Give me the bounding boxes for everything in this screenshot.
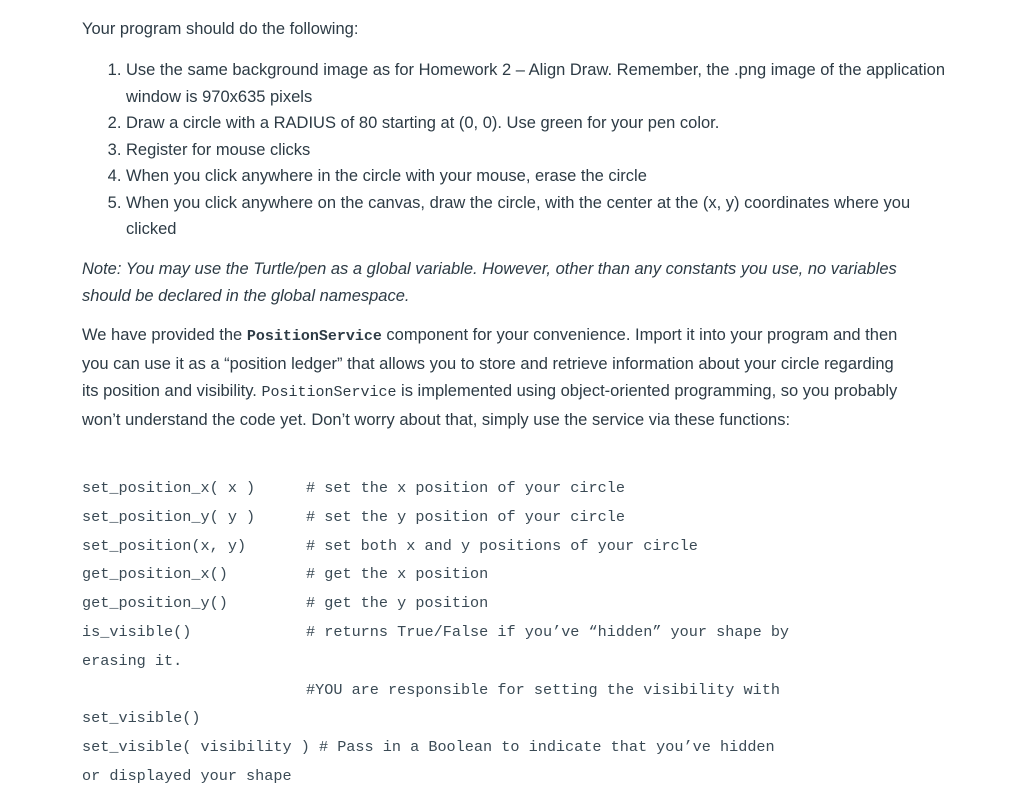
- code-line: [82, 503, 1002, 532]
- code-comment-continuation: erasing it.: [82, 651, 183, 670]
- code-comment: #YOU are responsible for setting the visibility with: [306, 680, 780, 699]
- code-line: [82, 676, 1002, 705]
- code-line: [82, 532, 1002, 561]
- requirement-item: 5. When you click anywhere on the canvas, draw the circle, with the center at the (x, y) coordinates where you clicked: [126, 190, 946, 243]
- code-comment: # get the y position: [306, 594, 489, 613]
- function-signature: is_visible(): [82, 622, 192, 641]
- paragraph-text: We have provided the: [82, 326, 247, 344]
- note-text: Note: You may use the Turtle/pen as a global variable. However, other than any constants you use, no variables should be declared in the global namespace.: [82, 260, 897, 305]
- code-comment: # set both x and y positions of your circle: [306, 536, 698, 555]
- code-line: [82, 647, 1002, 676]
- code-comment: # get the x position: [306, 565, 489, 584]
- code-line: [82, 704, 1002, 733]
- paragraph-text: component for your convenience. Import it into your program and then you can use it as a “position ledger” that allows you to store and retrieve information about your circle regarding its position and visibility.: [82, 326, 898, 400]
- code-line: [82, 762, 1002, 791]
- code-line: [82, 589, 1002, 618]
- position-service-code: PositionService: [261, 384, 397, 401]
- requirement-item: 3. Register for mouse clicks: [126, 137, 946, 164]
- code-comment: # returns True/False if you’ve “hidden” your shape by: [306, 622, 790, 641]
- function-signature: set_position_x( x ): [82, 479, 256, 497]
- requirement-item: 1. Use the same background image as for Homework 2 – Align Draw. Remember, the .png image of the application window is 970x635 pixels: [126, 57, 946, 110]
- function-signature: set_visible(): [82, 709, 201, 728]
- code-comment: # set the x position of your circle: [306, 479, 625, 497]
- function-signature: set_position_y( y ): [82, 507, 256, 526]
- function-signature: get_position_x(): [82, 565, 228, 584]
- function-signature: set_visible( visibility ) # Pass in a Boolean to indicate that you’ve hidden: [82, 738, 775, 757]
- code-line: [82, 733, 1002, 762]
- position-service-paragraph: [82, 322, 907, 434]
- requirements-list: [82, 57, 946, 243]
- code-comment: # set the y position of your circle: [306, 507, 625, 526]
- position-service-code: PositionService: [246, 328, 382, 345]
- code-line: [82, 474, 1002, 503]
- function-signature: set_position(x, y): [82, 536, 247, 555]
- code-comment-continuation: or displayed your shape: [82, 766, 292, 785]
- code-block: [82, 474, 1002, 791]
- function-signature: get_position_y(): [82, 594, 228, 613]
- intro-text: Your program should do the following:: [82, 20, 359, 38]
- requirement-item: 4. When you click anywhere in the circle with your mouse, erase the circle: [126, 163, 946, 190]
- code-line: [82, 560, 1002, 589]
- requirement-item: 2. Draw a circle with a RADIUS of 80 starting at (0, 0). Use green for your pen color.: [126, 110, 946, 137]
- code-line: [82, 618, 1002, 647]
- paragraph-text: is implemented using object-oriented programming, so you probably won’t understand the code yet. Don’t worry about that, simply use the service via these functions:: [82, 382, 898, 429]
